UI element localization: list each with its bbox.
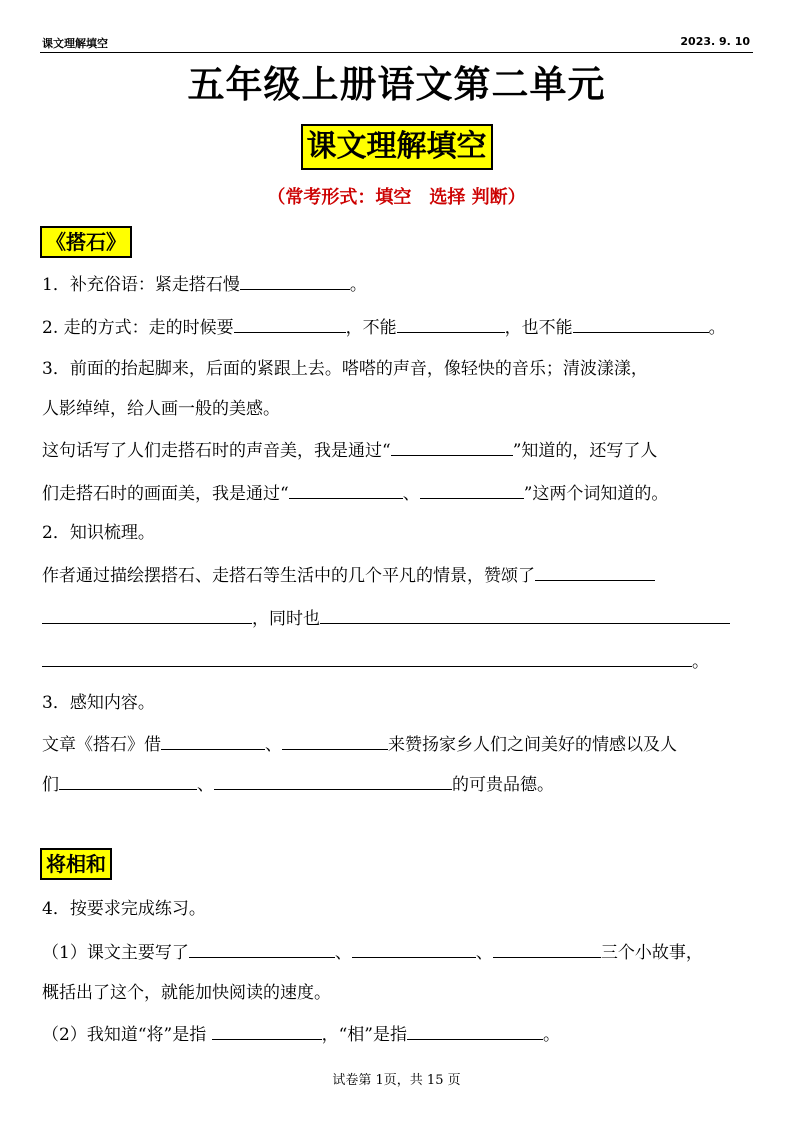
line-text: ”知道的，还写了人 [512, 441, 658, 461]
answer-blank[interactable] [234, 314, 346, 333]
answer-blank[interactable] [420, 480, 524, 499]
line-text: ”这两个词知道的。 [523, 484, 669, 504]
line-text: ，也不能 [504, 318, 573, 338]
line-text: 1．补充俗语：紧走搭石慢 [42, 275, 240, 295]
question-line [42, 562, 655, 589]
line-text: 2. 走的方式：走的时候要 [42, 318, 234, 338]
line-text: 这句话写了人们走搭石时的声音美，我是通过“ [42, 441, 391, 461]
format-note: （常考形式：填空 选择 判断） [267, 187, 526, 208]
section-heading-dashi: 《搭石》 [40, 226, 132, 258]
answer-blank[interactable] [407, 1021, 543, 1040]
question-line [42, 314, 726, 341]
answer-blank[interactable] [352, 939, 476, 958]
line-text: 。 [708, 318, 726, 338]
line-text: 。 [349, 275, 367, 295]
line-text: 、 [334, 943, 352, 963]
answer-blank[interactable] [391, 437, 513, 456]
line-text: 文章《搭石》借 [42, 735, 161, 755]
answer-blank[interactable] [212, 1021, 322, 1040]
question-line: 3．前面的抬起脚来，后面的紧跟上去。嗒嗒的声音，像轻快的音乐；清波漾漾， [42, 359, 648, 379]
question-line: 概括出了这个，就能加快阅读的速度。 [42, 983, 331, 1003]
question-line: 2．知识梳理。 [42, 523, 155, 543]
line-text: （1）课文主要写了 [42, 943, 189, 963]
page-subtitle: 课文理解填空 [301, 124, 493, 170]
line-text: ，“相”是指 [321, 1025, 407, 1045]
question-line [42, 771, 554, 798]
question-line [42, 605, 730, 632]
page-footer: 试卷第 1页，共 15 页 [332, 1073, 461, 1088]
answer-blank[interactable] [214, 771, 452, 790]
question-line: 3．感知内容。 [42, 693, 155, 713]
answer-blank[interactable] [493, 939, 601, 958]
answer-blank[interactable] [42, 605, 252, 624]
line-text: 。 [543, 1025, 560, 1045]
answer-blank[interactable] [282, 731, 388, 750]
header-rule [40, 52, 753, 53]
line-text: 三个小故事， [600, 943, 703, 963]
section-heading-jiangxianghe: 将相和 [40, 848, 112, 880]
header-date: 2023. 9. 10 [680, 35, 750, 48]
line-text: 的可贵品德。 [452, 775, 554, 795]
answer-blank[interactable] [240, 271, 350, 290]
question-line [42, 271, 367, 298]
line-text: 、 [475, 943, 493, 963]
line-text: 、 [265, 735, 282, 755]
answer-blank[interactable] [161, 731, 265, 750]
line-text: 们 [42, 775, 59, 795]
question-line [42, 480, 668, 507]
question-line: 人影绰绰，给人画一般的美感。 [42, 399, 280, 419]
answer-blank[interactable] [189, 939, 335, 958]
line-text: 、 [402, 484, 420, 504]
question-line: 4．按要求完成练习。 [42, 899, 206, 919]
answer-blank[interactable] [289, 480, 403, 499]
subtitle-wrap [0, 124, 793, 170]
answer-blank[interactable] [320, 605, 730, 624]
question-line [42, 437, 657, 464]
answer-blank[interactable] [42, 648, 692, 667]
line-text: 来赞扬家乡人们之间美好的情感以及人 [388, 735, 677, 755]
answer-blank[interactable] [535, 562, 655, 581]
line-text: 作者通过描绘摆搭石、走搭石等生活中的几个平凡的情景，赞颂了 [42, 566, 535, 586]
line-text: ，同时也 [252, 609, 320, 629]
answer-blank[interactable] [397, 314, 505, 333]
page-title: 五年级上册语文第二单元 [187, 63, 606, 106]
question-line [42, 731, 677, 758]
answer-blank[interactable] [59, 771, 197, 790]
line-text: （2）我知道“将”是指 [42, 1025, 212, 1045]
line-text: ，不能 [345, 318, 397, 338]
header-left: 课文理解填空 [42, 37, 108, 50]
question-line [42, 1021, 560, 1048]
line-text: 。 [692, 652, 709, 672]
line-text: 们走搭石时的画面美，我是通过“ [42, 484, 289, 504]
question-line [42, 939, 703, 966]
answer-blank[interactable] [573, 314, 709, 333]
line-text: 、 [197, 775, 214, 795]
question-line [42, 648, 709, 675]
